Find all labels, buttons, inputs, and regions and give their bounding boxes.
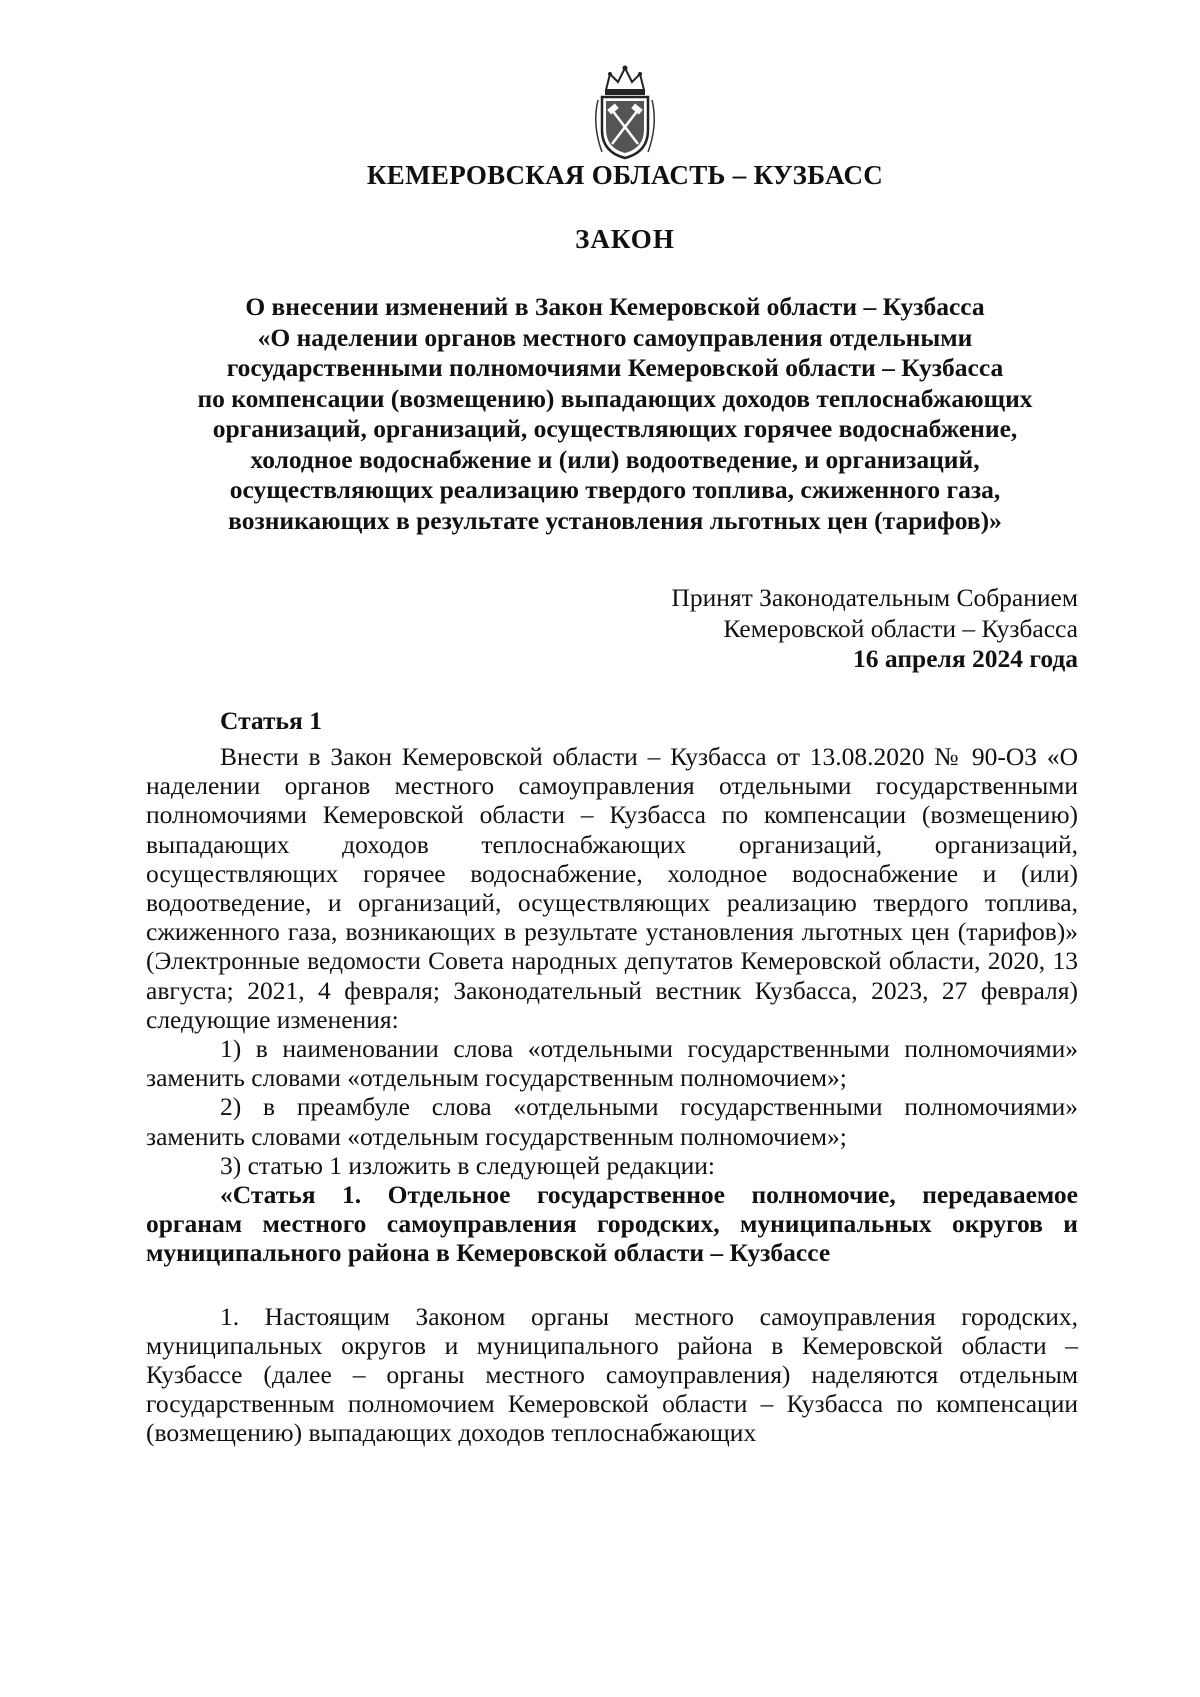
law-subject-line: по компенсации (возмещению) выпадающих доходов теплоснабжающих — [197, 383, 1033, 413]
law-subject-line: холодное водоснабжение и (или) водоотведение, и организаций, — [250, 444, 980, 474]
article-body — [146, 742, 1078, 1448]
law-subject-line: организаций, организаций, осуществляющих горячее водоснабжение, — [212, 414, 1018, 443]
law-subject-line: О внесении изменений в Закон Кемеровской области – Кузбасса — [245, 292, 985, 321]
adoption-date: 16 апреля 2024 года — [853, 644, 1078, 673]
law-subject-line: «О наделении органов местного самоуправления отдельными — [257, 322, 973, 352]
article-heading: Статья 1 — [220, 706, 322, 735]
new-article-heading: «Статья 1. Отдельное государственное полномочие, передаваемое органам местного самоуправления городских, муниципальных округов и муниципального района в Кемеровской области – Кузбассе — [146, 1180, 1078, 1268]
new-article-paragraph-1: 1. Настоящим Законом органы местного самоуправления городских, муниципальных округов и муниципального района в Кемеровской области – Кузбассе (далее – органы местного самоуправления) наделяются отдельным государственным полномочием Кемеровской области – Кузбасса по компенсации (возмещению) выпадающих доходов теплоснабжающих — [146, 1301, 1078, 1448]
region-title: КЕМЕРОВСКАЯ ОБЛАСТЬ – КУЗБАСС — [366, 160, 884, 190]
article-intro-paragraph: Внести в Закон Кемеровской области – Кузбасса от 13.08.2020 № 90-ОЗ «О наделении органов местного самоуправления отдельными государственными полномочиями Кемеровской области – Кузбасса по компенсации (возмещению) выпадающих доходов теплоснабжающих организаций, организаций, осуществляющих горячее водоснабжение, холодное водоснабжение и (или) водоотведение, и организаций, осуществляющих реализацию твердого топлива, сжиженного газа, возникающих в результате установления льготных цен (тарифов)» (Электронные ведомости Совета народных депутатов Кемеровской области, 2020, 13 августа; 2021, 4 февраля; Законодательный вестник Кузбасса, 2023, 27 февраля) следующие изменения: — [146, 742, 1078, 1034]
amendment-item-1: 1) в наименовании слова «отдельными государственными полномочиями» заменить словами «отдельным государственным полномочием»; — [146, 1034, 1078, 1093]
law-subject — [140, 292, 1090, 536]
law-subject-line: возникающих в результате установления льготных цен (тарифов)» — [228, 505, 1002, 535]
adoption-line-1: Принят Законодательным Собранием — [671, 583, 1078, 612]
amendment-item-2: 2) в преамбуле слова «отдельными государственными полномочиями» заменить словами «отдельным государственным полномочием»; — [146, 1092, 1078, 1151]
coat-of-arms-emblem — [592, 60, 658, 160]
law-subject-line: осуществляющих реализацию твердого топлива, сжиженного газа, — [229, 475, 1001, 504]
adoption-block — [671, 583, 1078, 675]
amendment-item-3: 3) статью 1 изложить в следующей редакции: — [220, 1150, 715, 1180]
adoption-line-2: Кемеровской области – Кузбасса — [723, 613, 1078, 643]
law-subject-line: государственными полномочиями Кемеровской области – Кузбасса — [226, 353, 1004, 382]
document-type: ЗАКОН — [575, 224, 675, 254]
